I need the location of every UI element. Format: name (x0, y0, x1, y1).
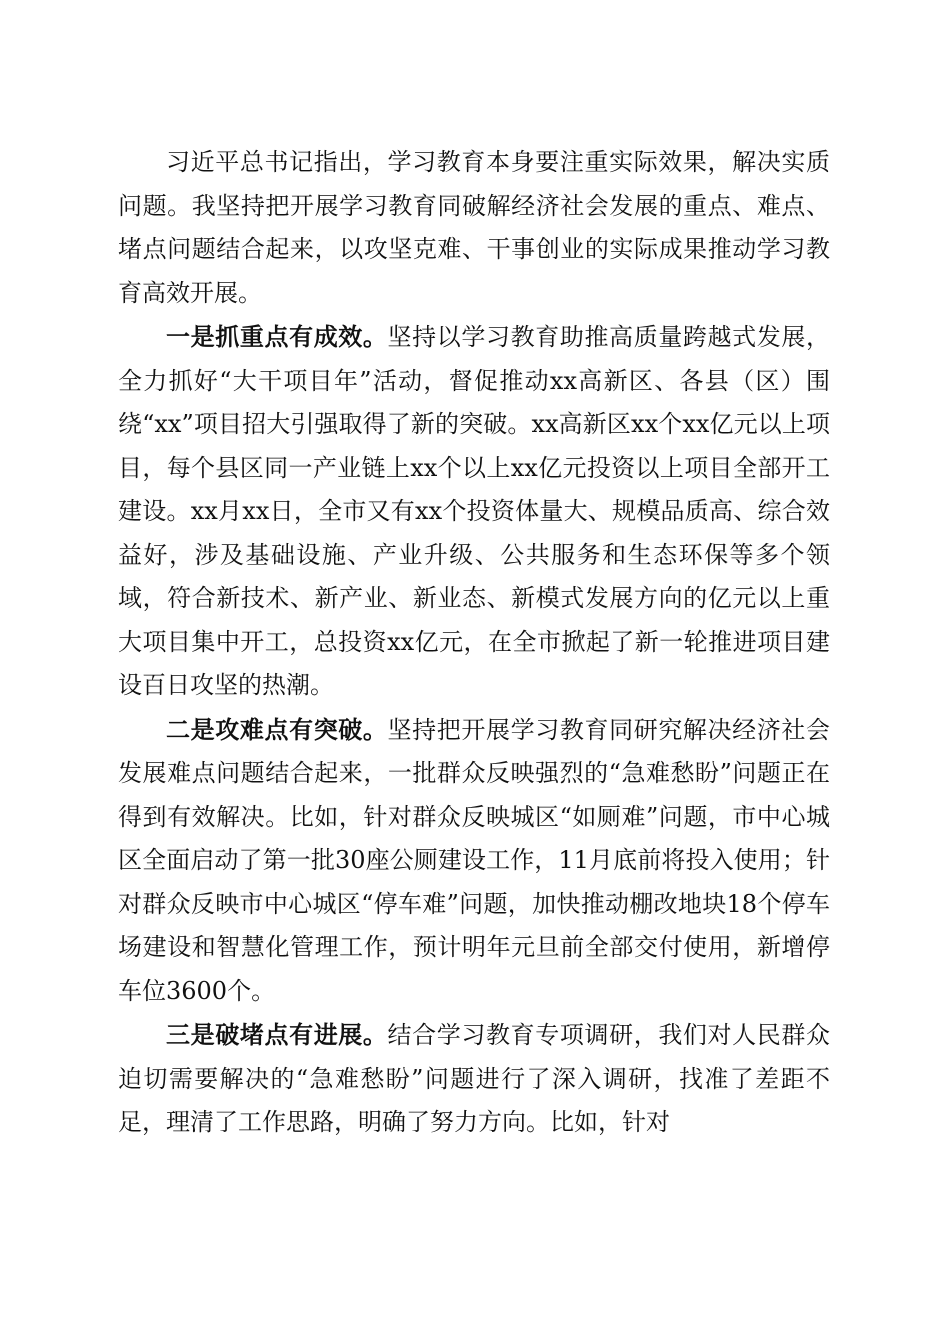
paragraph-difficult-points (118, 708, 830, 1014)
paragraph-key-points-lead: 一是抓重点有成效。 (166, 322, 388, 351)
document-body (118, 140, 830, 1145)
paragraph-difficult-points-lead: 二是攻难点有突破。 (166, 714, 388, 744)
paragraph-blocking-points-lead: 三是破堵点有进展。 (166, 1020, 388, 1049)
paragraph-intro-text: 习近平总书记指出，学习教育本身要注重实际效果，解决实质问题。我坚持把开展学习教育同破解经济社会发展的重点、难点、堵点问题结合起来，以攻坚克难、干事创业的实际成果推动学习教育高效开展。 (118, 148, 830, 307)
paragraph-key-points-text: 坚持以学习教育助推高质量跨越式发展，全力抓好“大干项目年”活动，督促推动xx高新区、各县（区）围绕“xx”项目招大引强取得了新的突破。xx高新区xx个xx亿元以上项目，每个县区同一产业链上xx个以上xx亿元投资以上项目全部开工建设。xx月xx日，全市又有xx个投资体量大、规模品质高、综合效益好，涉及基础设施、产业升级、公共服务和生态环保等多个领域，符合新技术、新产业、新业态、新模式发展方向的亿元以上重大项目集中开工，总投资xx亿元，在全市掀起了新一轮推进项目建设百日攻坚的热潮。 (118, 323, 831, 699)
paragraph-blocking-points-text: 结合学习教育专项调研，我们对人民群众迫切需要解决的“急难愁盼”问题进行了深入调研，找准了差距不足，理清了工作思路，明确了努力方向。比如，针对 (118, 1021, 831, 1136)
paragraph-difficult-points-text: 坚持把开展学习教育同研究解决经济社会发展难点问题结合起来，一批群众反映强烈的“急难愁盼”问题正在得到有效解决。比如，针对群众反映城区“如厕难”问题，市中心城区全面启动了第一批30座公厕建设工作，11月底前将投入使用；针对群众反映市中心城区“停车难”问题，加快推动棚改地块18个停车场建设和智慧化管理工作，预计明年元旦前全部交付使用，新增停车位3600个。 (118, 715, 831, 1005)
paragraph-key-points (118, 315, 830, 708)
paragraph-blocking-points (118, 1013, 830, 1145)
paragraph-intro (118, 140, 830, 315)
